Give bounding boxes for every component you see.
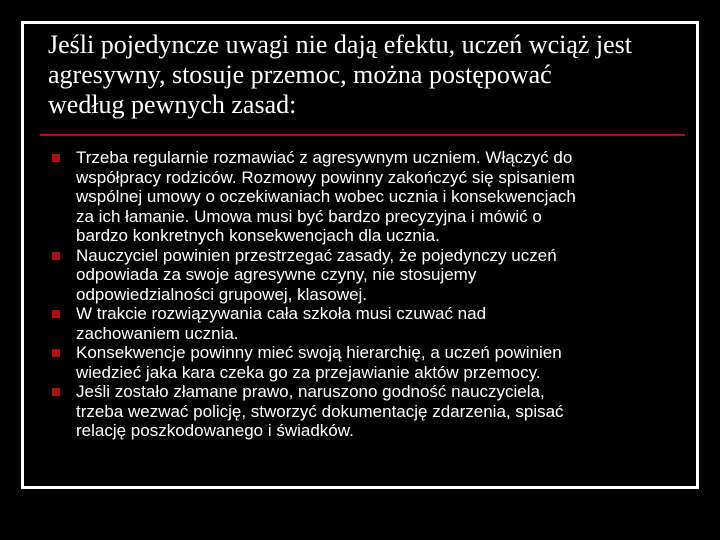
bullet-text-line: Trzeba regularnie rozmawiać z agresywnym uczniem. Włączyć do <box>76 148 573 167</box>
bullet-text-line: zachowaniem ucznia. <box>76 323 239 343</box>
square-bullet-icon <box>52 154 60 162</box>
bullet-text-line: odpowiedzialności grupowej, klasowej. <box>76 284 368 304</box>
title-line: agresywny, stosuje przemoc, można postępować <box>48 60 552 89</box>
square-bullet-icon <box>52 310 60 318</box>
bullet-text-line: za ich łamanie. Umowa musi być bardzo precyzyjna i mówić o <box>76 206 542 226</box>
bullet-text-line: W trakcie rozwiązywania cała szkoła musi czuwać nad <box>76 304 487 323</box>
square-bullet-icon <box>52 388 60 396</box>
title-line: według pewnych zasad: <box>48 90 297 119</box>
bullet-text-line: wiedzieć jaka kara czeka go za przejawianie aktów przemocy. <box>76 362 541 382</box>
square-bullet-icon <box>52 252 60 260</box>
bullet-list <box>48 148 688 441</box>
bullet-text-line: Nauczyciel powinien przestrzegać zasady, że pojedynczy uczeń <box>76 245 557 265</box>
bullet-text-line: Jeśli zostało złamane prawo, naruszono godność nauczyciela, <box>76 382 545 401</box>
bullet-item <box>48 148 688 246</box>
bullet-text-line: bardzo konkretnych konsekwencjach dla ucznia. <box>76 226 440 245</box>
bullet-text-line: wspólnej umowy o oczekiwaniach wobec ucznia i konsekwencjach <box>76 187 576 206</box>
title-divider <box>40 134 685 136</box>
bullet-text-line: Konsekwencje powinny mieć swoją hierarchię, a uczeń powinien <box>76 343 562 362</box>
bullet-item <box>48 304 688 343</box>
bullet-item <box>48 382 688 441</box>
bullet-text-line: odpowiada za swoje agresywne czyny, nie stosujemy <box>76 265 477 284</box>
bullet-item <box>48 343 688 382</box>
bullet-text-line: współpracy rodziców. Rozmowy powinny zakończyć się spisaniem <box>76 167 575 187</box>
bullet-text-line: trzeba wezwać policję, stworzyć dokumentację zdarzenia, spisać <box>76 401 564 421</box>
slide-title <box>48 30 688 120</box>
square-bullet-icon <box>52 349 60 357</box>
bullet-item <box>48 246 688 305</box>
title-line: Jeśli pojedyncze uwagi nie dają efektu, uczeń wciąż jest <box>48 30 633 59</box>
bullet-text-line: relację poszkodowanego i świadków. <box>76 421 354 440</box>
